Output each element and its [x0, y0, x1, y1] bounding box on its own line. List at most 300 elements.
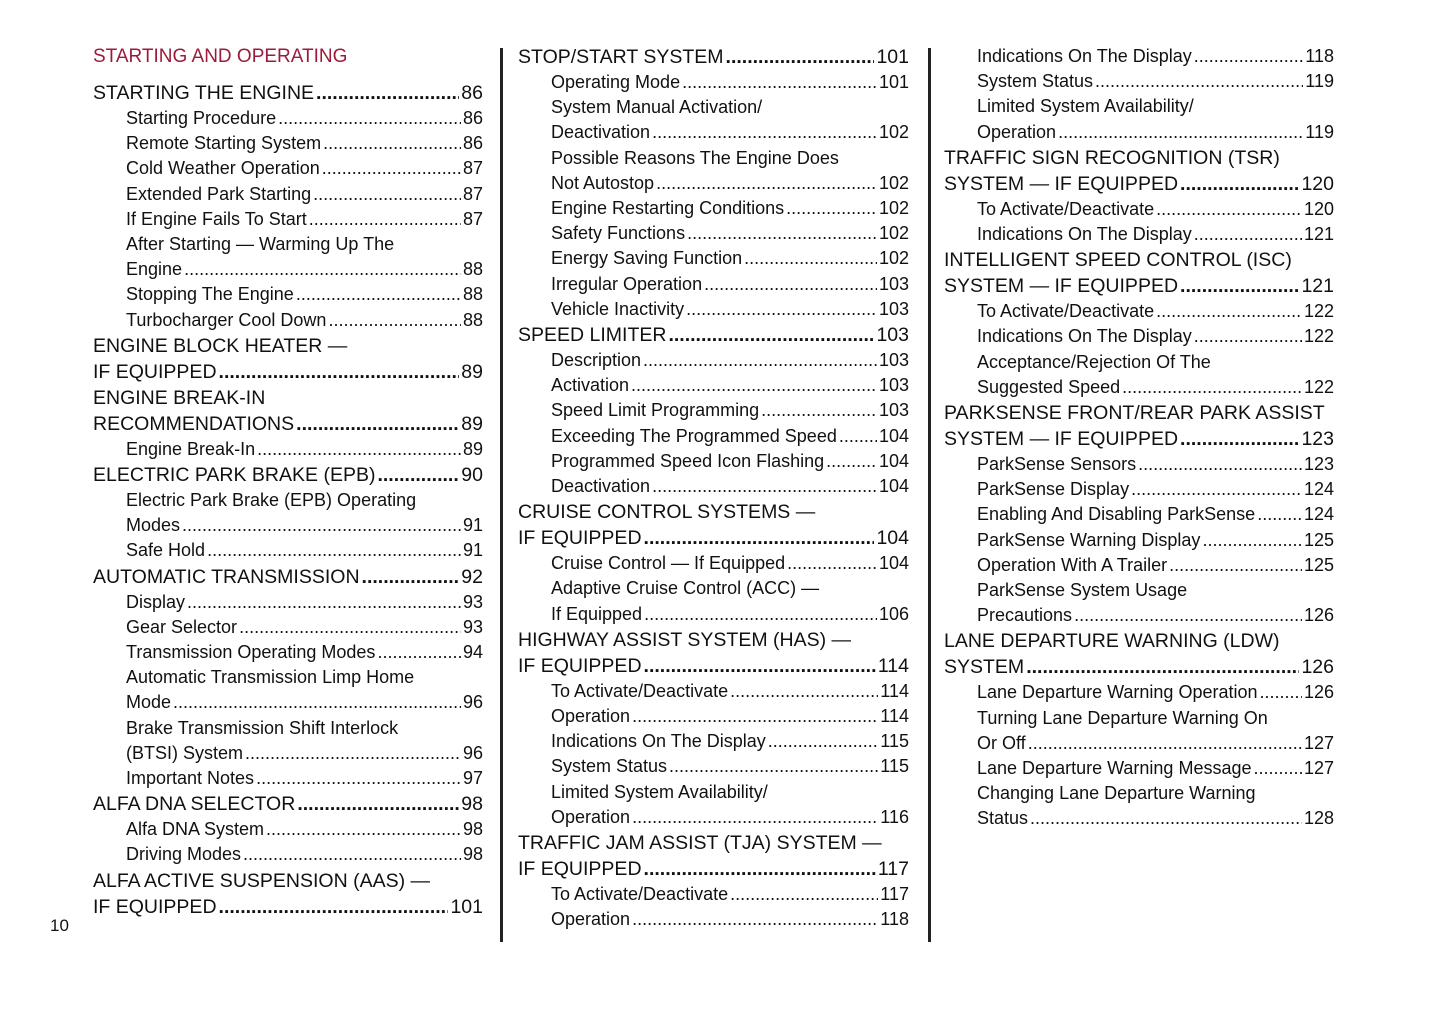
toc-heading-line: TRAFFIC SIGN RECOGNITION (TSR)	[944, 146, 1280, 169]
dot-leader	[316, 80, 459, 106]
entry-title: Gear Selector	[126, 616, 238, 637]
page-ref: 106	[878, 603, 909, 624]
toc-subentry[interactable]	[944, 502, 1334, 527]
toc-heading-entry[interactable]	[944, 426, 1334, 452]
page-ref: 101	[878, 72, 909, 92]
toc-subentry-line: Turning Lane Departure Warning On	[977, 707, 1268, 728]
toc-column-3	[944, 44, 1334, 832]
entry-title: Deactivation	[551, 122, 651, 143]
toc-subentry[interactable]	[518, 348, 909, 373]
page-ref: 121	[1303, 224, 1334, 245]
entry-title: Cruise Control — If Equipped	[551, 553, 786, 574]
dot-leader	[377, 640, 461, 665]
toc-subentry-line: Acceptance/Rejection Of The	[977, 351, 1211, 372]
dot-leader	[377, 462, 459, 488]
entry-title: RECOMMENDATIONS	[93, 412, 295, 435]
entry-title: Operation	[551, 706, 631, 727]
toc-column-1	[93, 44, 483, 920]
entry-title: (BTSI) System	[126, 742, 244, 763]
toc-heading-entry[interactable]	[93, 894, 483, 920]
page-ref: 122	[1303, 301, 1334, 322]
dot-leader	[652, 474, 877, 499]
toc-heading-line: ALFA ACTIVE SUSPENSION (AAS) —	[93, 869, 431, 892]
dot-leader	[669, 754, 878, 779]
toc-subentry[interactable]	[93, 437, 483, 462]
entry-title: ALFA DNA SELECTOR	[93, 793, 296, 816]
entry-title: Lane Departure Warning Message	[977, 758, 1252, 779]
toc-subentry[interactable]	[518, 120, 909, 145]
entry-title: ParkSense Sensors	[977, 454, 1137, 475]
page-ref: 94	[462, 642, 483, 663]
dot-leader	[656, 171, 877, 196]
dot-leader	[297, 791, 459, 817]
entry-title: Alfa DNA System	[126, 819, 265, 840]
page-ref: 93	[462, 616, 483, 637]
toc-subentry[interactable]	[518, 171, 909, 196]
dot-leader	[173, 690, 461, 715]
toc-subentry[interactable]	[518, 373, 909, 398]
toc-heading-entry[interactable]	[518, 525, 909, 551]
entry-title: STARTING THE ENGINE	[93, 82, 315, 104]
page-ref: 103	[878, 298, 909, 319]
dot-leader	[644, 856, 876, 882]
entry-title: Activation	[551, 375, 630, 396]
toc-subentry[interactable]	[944, 69, 1334, 94]
page-ref: 118	[880, 909, 909, 930]
entry-title: Transmission Operating Modes	[126, 642, 376, 663]
toc-subentry-line: Limited System Availability/	[551, 781, 768, 802]
entry-title: Extended Park Starting	[126, 183, 312, 204]
dot-leader	[631, 373, 877, 398]
page-ref: 102	[878, 198, 909, 219]
dot-leader	[1202, 528, 1302, 553]
toc-subentry[interactable]	[93, 308, 483, 333]
entry-title: Mode	[126, 692, 172, 713]
toc-subentry[interactable]	[944, 452, 1334, 477]
toc-subentry[interactable]	[944, 603, 1334, 628]
toc-subentry[interactable]	[944, 299, 1334, 324]
entry-title: Starting Procedure	[126, 108, 277, 128]
entry-title: IF EQUIPPED	[93, 895, 217, 918]
dot-leader	[1156, 299, 1302, 324]
page-ref: 89	[461, 360, 483, 383]
entry-title: IF EQUIPPED	[518, 654, 642, 677]
toc-entry-list	[93, 80, 483, 920]
entry-title: Vehicle Inactivity	[551, 298, 685, 319]
entry-title: Operation	[551, 909, 631, 930]
page-ref: 115	[880, 756, 909, 777]
toc-heading-entry[interactable]	[518, 653, 909, 679]
entry-title: ELECTRIC PARK BRAKE (EPB)	[93, 464, 376, 487]
page-ref: 89	[461, 412, 483, 435]
dot-leader	[313, 182, 461, 207]
dot-leader	[1257, 502, 1302, 527]
toc-subentry[interactable]	[93, 741, 483, 766]
entry-title: Exceeding The Programmed Speed	[551, 425, 837, 446]
dot-leader	[768, 729, 879, 754]
entry-title: Turbocharger Cool Down	[126, 309, 327, 330]
page-ref: 89	[462, 438, 483, 459]
page-ref: 103	[876, 324, 909, 347]
toc-subentry[interactable]	[518, 729, 909, 754]
toc-subentry[interactable]	[93, 257, 483, 282]
entry-title: System Status	[977, 71, 1094, 92]
page-ref: 123	[1301, 428, 1334, 451]
page-ref: 104	[878, 425, 909, 446]
toc-heading-line: INTELLIGENT SPEED CONTROL (ISC)	[944, 249, 1292, 272]
dot-leader	[1180, 273, 1299, 299]
entry-title: Indications On The Display	[977, 224, 1192, 245]
toc-subentry[interactable]	[944, 375, 1334, 400]
page-ref: 125	[1303, 529, 1334, 550]
dot-leader	[1156, 197, 1302, 222]
dot-leader	[219, 894, 449, 920]
toc-heading-line: ENGINE BLOCK HEATER —	[93, 334, 348, 357]
dot-leader	[687, 221, 877, 246]
toc-heading-entry[interactable]	[944, 171, 1334, 197]
toc-subentry-line: Automatic Transmission Limp Home	[126, 667, 415, 688]
toc-subentry[interactable]	[93, 590, 483, 615]
page-ref: 126	[1301, 656, 1334, 679]
page-ref: 87	[462, 208, 483, 229]
dot-leader	[761, 398, 877, 423]
entry-title: Indications On The Display	[977, 326, 1192, 347]
toc-subentry[interactable]	[518, 704, 909, 729]
dot-leader	[1253, 756, 1301, 781]
toc-subentry[interactable]	[518, 882, 909, 907]
toc-heading-line: HIGHWAY ASSIST SYSTEM (HAS) —	[518, 628, 852, 651]
dot-leader	[1058, 120, 1303, 145]
dot-leader	[219, 359, 460, 385]
toc-subentry-line: Changing Lane Departure Warning	[977, 783, 1256, 804]
toc-subentry-line: Possible Reasons The Engine Does	[551, 147, 839, 168]
page-ref: 98	[462, 819, 483, 840]
toc-subentry-line: Limited System Availability/	[977, 96, 1194, 117]
dot-leader	[632, 805, 878, 830]
toc-subentry[interactable]	[518, 221, 909, 246]
dot-leader	[644, 602, 877, 627]
toc-heading-entry[interactable]	[93, 462, 483, 488]
page-ref: 128	[1303, 808, 1334, 829]
toc-subentry-line: System Manual Activation/	[551, 97, 763, 118]
entry-title: Indications On The Display	[977, 46, 1192, 66]
toc-subentry[interactable]	[93, 842, 483, 867]
page-ref: 103	[878, 400, 909, 421]
entry-title: IF EQUIPPED	[518, 858, 642, 881]
entry-title: SYSTEM — IF EQUIPPED	[944, 172, 1179, 195]
page-ref: 124	[1303, 504, 1334, 525]
entry-title: To Activate/Deactivate	[977, 301, 1155, 322]
toc-subentry[interactable]	[518, 272, 909, 297]
dot-leader	[362, 564, 460, 590]
dot-leader	[744, 246, 877, 271]
page-ref: 126	[1303, 682, 1334, 703]
page-ref: 114	[877, 654, 909, 677]
dot-leader	[1074, 603, 1302, 628]
page-ref: 104	[878, 476, 909, 497]
toc-subentry[interactable]	[944, 324, 1334, 349]
toc-heading-entry[interactable]	[518, 44, 909, 70]
dot-leader	[1260, 680, 1302, 705]
page-ref: 102	[878, 122, 909, 143]
toc-heading-entry[interactable]	[944, 273, 1334, 299]
toc-subentry[interactable]	[518, 551, 909, 576]
entry-title: Enabling And Disabling ParkSense	[977, 504, 1256, 525]
page-ref: 103	[878, 350, 909, 371]
toc-subentry[interactable]	[93, 513, 483, 538]
dot-leader	[184, 257, 461, 282]
entry-title: Speed Limit Programming	[551, 400, 760, 421]
page-ref: 91	[462, 515, 483, 536]
entry-title: SPEED LIMITER	[518, 324, 667, 347]
toc-subentry[interactable]	[93, 615, 483, 640]
page-ref: 92	[461, 565, 483, 588]
toc-subentry[interactable]	[518, 424, 909, 449]
toc-subentry[interactable]	[518, 246, 909, 271]
dot-leader	[704, 272, 877, 297]
page-ref: 97	[462, 768, 483, 789]
page-ref: 120	[1301, 172, 1334, 195]
toc-subentry[interactable]	[518, 602, 909, 627]
entry-title: Operation	[977, 121, 1057, 142]
toc-subentry-line: Brake Transmission Shift Interlock	[126, 717, 399, 738]
toc-heading-line: TRAFFIC JAM ASSIST (TJA) SYSTEM —	[518, 832, 882, 855]
entry-title: Modes	[126, 515, 181, 536]
toc-column-2	[518, 44, 909, 932]
toc-subentry[interactable]	[944, 553, 1334, 578]
toc-heading-line: LANE DEPARTURE WARNING (LDW)	[944, 630, 1280, 653]
dot-leader	[1138, 452, 1302, 477]
toc-subentry[interactable]	[518, 474, 909, 499]
toc-heading-entry[interactable]	[944, 654, 1334, 680]
entry-title: Operating Mode	[551, 72, 681, 92]
page-ref: 93	[462, 591, 483, 612]
page-ref: 86	[462, 108, 483, 128]
dot-leader	[266, 817, 461, 842]
entry-title: Irregular Operation	[551, 273, 703, 294]
page-ref: 117	[877, 858, 909, 881]
toc-subentry[interactable]	[93, 817, 483, 842]
entry-title: If Engine Fails To Start	[126, 208, 307, 229]
dot-leader	[730, 882, 878, 907]
toc-heading-entry[interactable]	[93, 359, 483, 385]
dot-leader	[668, 322, 874, 348]
page-ref: 126	[1303, 605, 1334, 626]
toc-subentry[interactable]	[93, 640, 483, 665]
toc-subentry[interactable]	[944, 44, 1334, 69]
page-ref: 119	[1305, 121, 1334, 142]
entry-title: AUTOMATIC TRANSMISSION	[93, 565, 360, 588]
page-ref: 88	[462, 309, 483, 330]
entry-title: Lane Departure Warning Operation	[977, 682, 1258, 703]
entry-title: Operation With A Trailer	[977, 554, 1168, 575]
page-ref: 117	[880, 884, 909, 905]
page-ref: 86	[461, 82, 483, 104]
toc-subentry[interactable]	[93, 282, 483, 307]
dot-leader	[309, 207, 461, 232]
toc-subentry[interactable]	[944, 477, 1334, 502]
entry-title: SYSTEM — IF EQUIPPED	[944, 275, 1179, 298]
dot-leader	[730, 679, 878, 704]
dot-leader	[257, 437, 461, 462]
entry-title: Engine Break-In	[126, 438, 256, 459]
toc-subentry[interactable]	[518, 449, 909, 474]
entry-title: Display	[126, 591, 186, 612]
entry-title: To Activate/Deactivate	[977, 198, 1155, 219]
entry-title: Safe Hold	[126, 540, 206, 561]
entry-title: ParkSense Warning Display	[977, 529, 1201, 550]
entry-title: Not Autostop	[551, 172, 655, 193]
page-ref: 101	[876, 46, 909, 68]
toc-subentry[interactable]	[518, 297, 909, 322]
dot-leader	[239, 615, 461, 640]
page-ref: 122	[1303, 376, 1334, 397]
toc-subentry[interactable]	[944, 528, 1334, 553]
page-ref: 104	[878, 450, 909, 471]
toc-subentry[interactable]	[944, 197, 1334, 222]
entry-title: Deactivation	[551, 476, 651, 497]
dot-leader	[643, 348, 877, 373]
page-ref: 116	[880, 806, 909, 827]
toc-subentry[interactable]	[93, 207, 483, 232]
toc-subentry[interactable]	[944, 731, 1334, 756]
dot-leader	[207, 538, 461, 563]
dot-leader	[328, 308, 461, 333]
toc-subentry[interactable]	[944, 120, 1334, 145]
dot-leader	[644, 653, 876, 679]
toc-entry-list	[944, 44, 1334, 832]
dot-leader	[1131, 477, 1302, 502]
toc-subentry[interactable]	[518, 70, 909, 95]
toc-subentry[interactable]	[518, 754, 909, 779]
dot-leader	[323, 131, 461, 156]
toc-subentry[interactable]	[518, 679, 909, 704]
dot-leader	[322, 156, 461, 181]
dot-leader	[786, 196, 877, 221]
toc-subentry-line: Adaptive Cruise Control (ACC) —	[551, 578, 820, 599]
entry-title: To Activate/Deactivate	[551, 884, 729, 905]
dot-leader	[682, 70, 877, 95]
toc-subentry[interactable]	[93, 106, 483, 131]
entry-title: Programmed Speed Icon Flashing	[551, 450, 825, 471]
toc-subentry[interactable]	[518, 196, 909, 221]
dot-leader	[1194, 44, 1304, 69]
page-ref: 123	[1303, 454, 1334, 475]
page-ref: 104	[876, 527, 909, 550]
entry-title: Status	[977, 808, 1029, 829]
page-ref: 118	[1305, 46, 1334, 66]
dot-leader	[296, 282, 461, 307]
dot-leader	[1028, 731, 1302, 756]
toc-subentry[interactable]	[93, 131, 483, 156]
toc-subentry[interactable]	[518, 398, 909, 423]
dot-leader	[1194, 222, 1302, 247]
toc-heading-line: ENGINE BREAK-IN	[93, 386, 266, 409]
toc-subentry[interactable]	[944, 756, 1334, 781]
dot-leader	[826, 449, 877, 474]
page-number: 10	[50, 916, 69, 935]
entry-title: STOP/START SYSTEM	[518, 46, 724, 68]
entry-title: Remote Starting System	[126, 133, 322, 154]
entry-title: If Equipped	[551, 603, 643, 624]
toc-subentry[interactable]	[93, 156, 483, 181]
page-ref: 88	[462, 259, 483, 280]
page-ref: 119	[1305, 71, 1334, 92]
column-divider	[928, 48, 931, 942]
page-ref: 124	[1303, 479, 1334, 500]
page-ref: 102	[878, 172, 909, 193]
toc-heading-line: PARKSENSE FRONT/REAR PARK ASSIST	[944, 402, 1325, 425]
dot-leader	[245, 741, 461, 766]
toc-subentry[interactable]	[93, 690, 483, 715]
dot-leader	[686, 297, 877, 322]
toc-heading-entry[interactable]	[518, 856, 909, 882]
toc-subentry[interactable]	[944, 806, 1334, 831]
page-ref: 88	[462, 284, 483, 305]
dot-leader	[632, 704, 878, 729]
toc-subentry-line: Electric Park Brake (EPB) Operating	[126, 490, 417, 511]
toc-heading-entry[interactable]	[93, 80, 483, 106]
toc-heading-entry[interactable]	[518, 322, 909, 348]
dot-leader	[1169, 553, 1302, 578]
toc-heading-entry[interactable]	[93, 564, 483, 590]
toc-entry-list	[518, 44, 909, 932]
page-ref: 87	[462, 183, 483, 204]
toc-subentry[interactable]	[93, 182, 483, 207]
page-ref: 98	[461, 793, 483, 816]
entry-title: Driving Modes	[126, 844, 242, 865]
entry-title: System Status	[551, 756, 668, 777]
entry-title: Suggested Speed	[977, 376, 1121, 397]
entry-title: Engine Restarting Conditions	[551, 198, 785, 219]
page-ref: 125	[1303, 554, 1334, 575]
entry-title: Precautions	[977, 605, 1073, 626]
page-ref: 122	[1303, 326, 1334, 347]
page-ref: 102	[878, 248, 909, 269]
page-ref: 86	[462, 133, 483, 154]
toc-subentry-line: ParkSense System Usage	[977, 580, 1188, 601]
toc-subentry[interactable]	[944, 222, 1334, 247]
toc-subentry[interactable]	[518, 907, 909, 932]
entry-title: Engine	[126, 259, 183, 280]
page-ref: 115	[880, 731, 909, 752]
dot-leader	[182, 513, 461, 538]
entry-title: SYSTEM — IF EQUIPPED	[944, 428, 1179, 451]
page-ref: 103	[878, 375, 909, 396]
page-ref: 104	[878, 553, 909, 574]
entry-title: To Activate/Deactivate	[551, 680, 729, 701]
dot-leader	[1194, 324, 1302, 349]
dot-leader	[296, 411, 459, 437]
page-ref: 127	[1303, 758, 1334, 779]
toc-subentry[interactable]	[93, 766, 483, 791]
page-ref: 114	[880, 680, 909, 701]
toc-subentry[interactable]	[518, 805, 909, 830]
toc-heading-entry[interactable]	[93, 791, 483, 817]
entry-title: ParkSense Display	[977, 479, 1130, 500]
entry-title: Stopping The Engine	[126, 284, 294, 305]
dot-leader	[1026, 654, 1299, 680]
entry-title: SYSTEM	[944, 656, 1025, 679]
entry-title: IF EQUIPPED	[518, 527, 642, 550]
toc-subentry[interactable]	[93, 538, 483, 563]
toc-subentry-line: After Starting — Warming Up The	[126, 234, 395, 255]
page-ref: 96	[462, 742, 483, 763]
dot-leader	[243, 842, 461, 867]
toc-subentry[interactable]	[944, 680, 1334, 705]
dot-leader	[278, 106, 461, 131]
toc-heading-entry[interactable]	[93, 411, 483, 437]
